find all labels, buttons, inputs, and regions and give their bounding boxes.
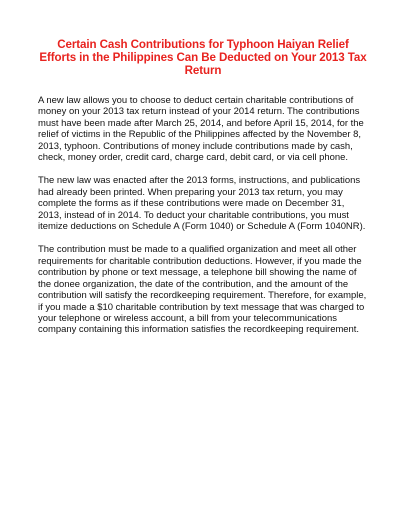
document-page [38, 38, 368, 348]
paragraph-1: A new law allows you to choose to deduct certain charitable contributions of money on your 2013 tax return instead of your 2014 return. The contributions must have been made after March 25, 2014, and before April 15, 2014, for the relief of victims in the Republic of the Philippines affected by the November 8, 2013, typhoon. Contributions of money include contributions made by cash, check, money order, credit card, charge card, debit card, or via cell phone. [38, 95, 364, 164]
paragraph-3: The contribution must be made to a qualified organization and meet all other requirements for charitable contribution deductions. However, if you made the contribution by phone or text message, a telephone bill showing the name of the donee organization, the date of the contribution, and the amount of the contribution will satisfy the recordkeeping requirement. Therefore, for example, if you made a $10 charitable contribution by text message that was charged to your telephone or wireless account, a bill from your telecommunications company containing this information satisfies the recordkeeping requirement. [38, 244, 367, 336]
document-title: Certain Cash Contributions for Typhoon Haiyan Relief Efforts in the Philippines Can Be Deducted on Your 2013 Tax Return [39, 38, 367, 77]
paragraph-2: The new law was enacted after the 2013 forms, instructions, and publications had already been printed. When preparing your 2013 tax return, you may complete the forms as if these contributions were made on December 31, 2013, instead of in 2014. To deduct your charitable contributions, you must itemize deductions on Schedule A (Form 1040) or Schedule A (Form 1040NR). [38, 175, 366, 233]
